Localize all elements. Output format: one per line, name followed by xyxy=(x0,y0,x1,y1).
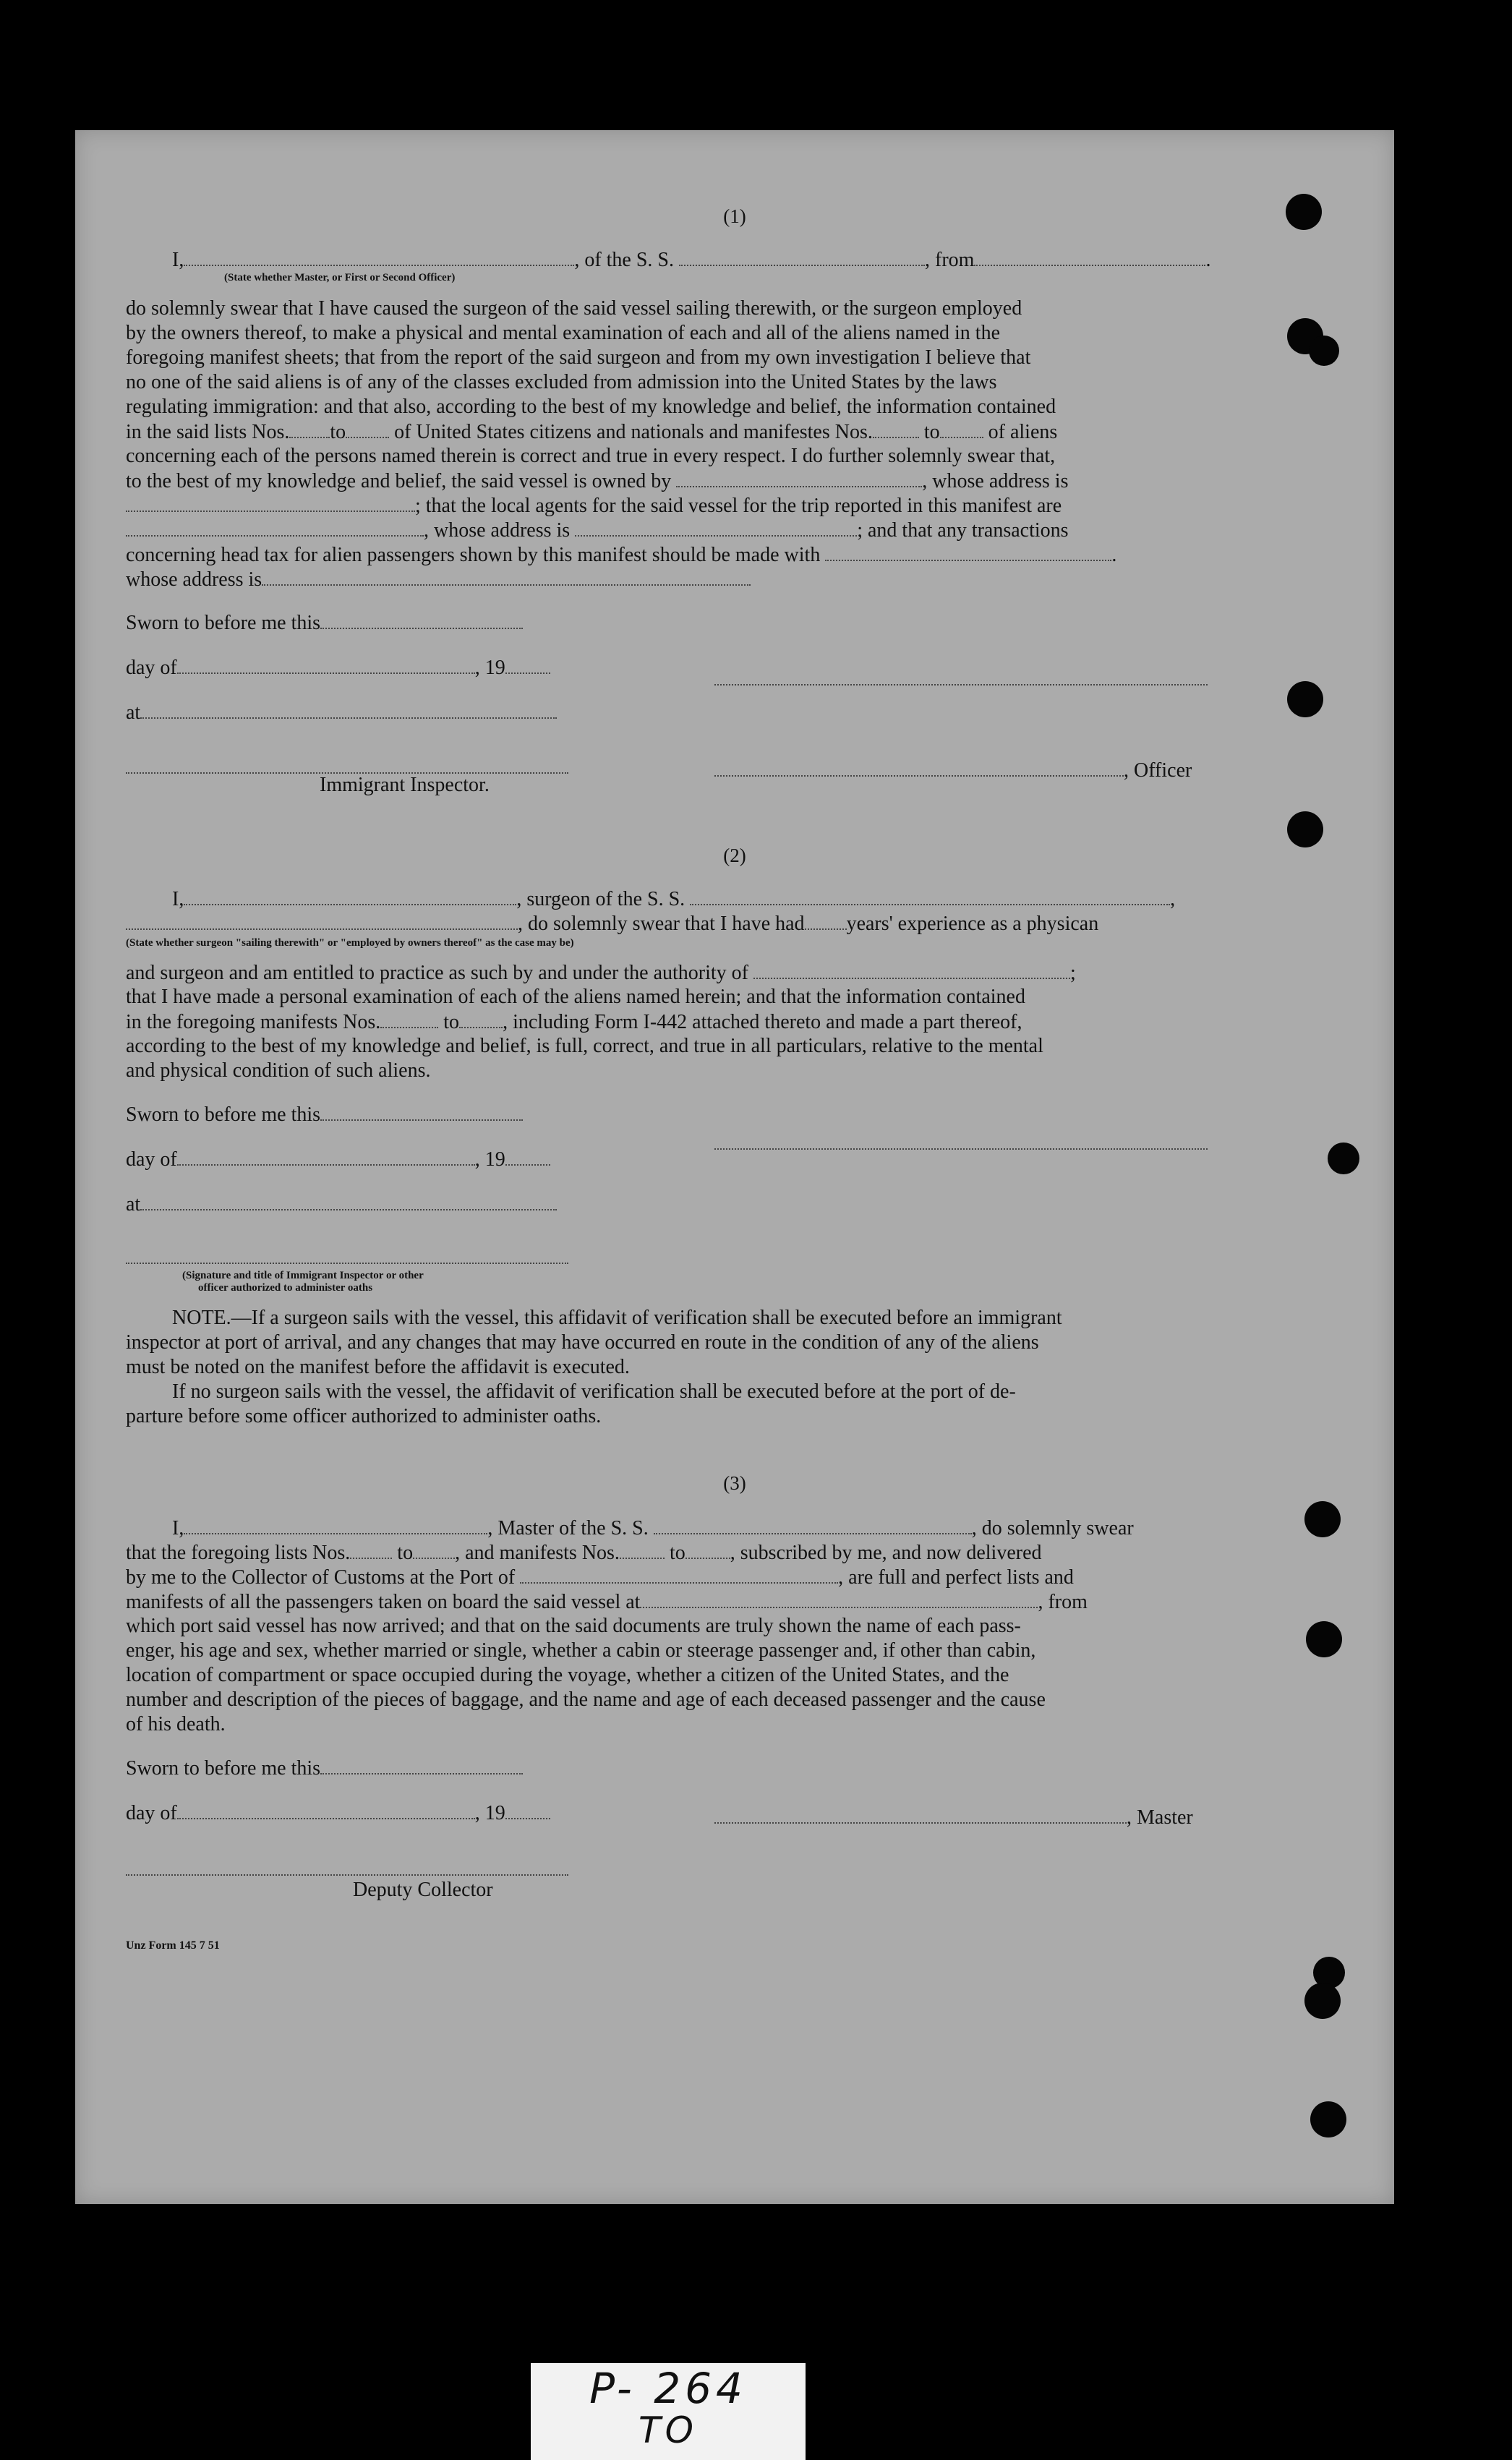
s1-sworn: Sworn to before me this xyxy=(126,610,523,636)
handwritten-page-tag xyxy=(531,2363,806,2460)
s1-line-9: to the best of my knowledge and belief, the said vessel is owned by , whose address is xyxy=(126,470,1069,492)
s3-line-9: of his death. xyxy=(126,1713,226,1735)
s1-line-5: no one of the said aliens is of any of the classes excluded from admission into the United States by the laws xyxy=(126,371,997,393)
s2-line-2: , do solemnly swear that I have had years' experience as a physican xyxy=(126,911,1098,936)
s2-note-4: If no surgeon sails with the vessel, the affidavit of verification shall be executed before at the port of de- xyxy=(172,1380,1016,1403)
binder-hole xyxy=(1304,1501,1341,1537)
s3-line-8: number and description of the pieces of baggage, and the name and age of each deceased passenger and the cause xyxy=(126,1688,1046,1711)
s1-state-note: (State whether Master, or First or Second Officer) xyxy=(224,272,456,283)
s2-note-1: NOTE.—If a surgeon sails with the vessel, this affidavit of verification shall be executed before an immigrant xyxy=(172,1307,1062,1329)
binder-hole xyxy=(1309,336,1339,366)
s1-signature-line-1 xyxy=(714,684,1208,686)
s1-line-2: do solemnly swear that I have caused the surgeon of the said vessel sailing therewith, or the surgeon employed xyxy=(126,297,1022,320)
page-suffix-handwriting: TO xyxy=(638,2409,698,2451)
binder-hole xyxy=(1306,1621,1342,1657)
s2-signature-note-1: (Signature and title of Immigrant Inspector or other xyxy=(182,1270,424,1281)
s2-signature-line xyxy=(714,1148,1208,1150)
binder-hole xyxy=(1287,811,1323,847)
s2-line-5: in the foregoing manifests Nos. to , including Form I-442 attached thereto and made a part thereof, xyxy=(126,1011,1022,1033)
s3-master-line: , Master xyxy=(714,1805,1193,1830)
s3-line-7: location of compartment or space occupied during the voyage, whether a citizen of the United States, and the xyxy=(126,1664,1009,1686)
s2-line-7: and physical condition of such aliens. xyxy=(126,1059,431,1082)
s3-collector-line xyxy=(126,1874,568,1876)
section-1-heading: (1) xyxy=(723,205,746,227)
s3-line-5: which port said vessel has now arrived; and that on the said documents are truly shown the name of each pass- xyxy=(126,1615,1021,1637)
s1-line-11: , whose address is ; and that any transactions xyxy=(126,518,1069,543)
s2-inspector-line xyxy=(126,1263,568,1264)
s3-line-3: by me to the Collector of Customs at the Port of , are full and perfect lists and xyxy=(126,1566,1074,1589)
s3-line-6: enger, his age and sex, whether married or single, whether a cabin or steerage passenger and, if other than cabin, xyxy=(126,1639,1036,1662)
s2-note-5: parture before some officer authorized to administer oaths. xyxy=(126,1405,602,1427)
s1-line-8: concerning each of the persons named therein is correct and true in every respect. I do further solemnly swear that, xyxy=(126,445,1056,467)
s2-day-of: day of , 19 xyxy=(126,1147,550,1172)
s1-line-13: whose address is xyxy=(126,567,751,592)
s1-line-4: foregoing manifest sheets; that from the report of the said surgeon and from my own investigation I believe that xyxy=(126,346,1031,369)
s2-state-note: (State whether surgeon "sailing therewith" or "employed by owners thereof" as the case may be) xyxy=(126,937,574,949)
s3-sworn: Sworn to before me this xyxy=(126,1756,523,1781)
form-page xyxy=(75,130,1394,2204)
s3-line-4: manifests of all the passengers taken on board the said vessel at , from xyxy=(126,1591,1088,1613)
form-number: Unz Form 145 7 51 xyxy=(126,1939,220,1952)
s3-deputy-collector: Deputy Collector xyxy=(353,1879,493,1901)
s3-day-of: day of , 19 xyxy=(126,1801,550,1826)
s1-at: at xyxy=(126,700,557,725)
s1-line-12: concerning head tax for alien passengers shown by this manifest should be made with . xyxy=(126,544,1117,566)
s1-line-6: regulating immigration: and that also, according to the best of my knowledge and belief, the information contained xyxy=(126,396,1056,418)
s1-day-of: day of , 19 xyxy=(126,655,550,680)
s1-line-3: by the owners thereof, to make a physical and mental examination of each and all of the aliens named in the xyxy=(126,322,1001,344)
s2-sworn: Sworn to before me this xyxy=(126,1102,523,1127)
s3-line-1: I, , Master of the S. S. , do solemnly swear xyxy=(172,1517,1134,1539)
binder-hole xyxy=(1304,1983,1341,2019)
binder-hole xyxy=(1287,681,1323,717)
s1-line-10: ; that the local agents for the said vessel for the trip reported in this manifest are xyxy=(126,493,1062,518)
section-2-heading: (2) xyxy=(723,845,746,866)
s2-signature-note-2: officer authorized to administer oaths xyxy=(198,1282,373,1294)
s2-line-3: and surgeon and am entitled to practice as such by and under the authority of ; xyxy=(126,962,1076,984)
s1-immigrant-inspector: Immigrant Inspector. xyxy=(320,774,490,796)
s2-at: at xyxy=(126,1192,557,1217)
page-number-handwriting: P- 264 xyxy=(589,2364,747,2413)
s3-line-2: that the foregoing lists Nos. to , and manifests Nos. to , subscribed by me, and now delivered xyxy=(126,1542,1042,1564)
s2-line-1: I, , surgeon of the S. S. , xyxy=(172,888,1176,910)
s2-line-6: according to the best of my knowledge and belief, is full, correct, and true in all particulars, relative to the mental xyxy=(126,1035,1043,1057)
binder-hole xyxy=(1310,2101,1346,2137)
s2-note-3: must be noted on the manifest before the affidavit is executed. xyxy=(126,1356,630,1378)
s2-line-4: that I have made a personal examination of each of the aliens named herein; and that the information contained xyxy=(126,986,1025,1008)
s1-line-1: I, , of the S. S. , from . xyxy=(172,249,1211,271)
s1-line-7: in the said lists Nos. to of United States citizens and nationals and manifestes Nos. to of aliens xyxy=(126,421,1058,443)
binder-hole xyxy=(1328,1143,1359,1174)
section-3-heading: (3) xyxy=(723,1472,746,1494)
s1-officer-line: , Officer xyxy=(714,758,1192,783)
s2-note-2: inspector at port of arrival, and any changes that may have occurred en route in the condition of any of the aliens xyxy=(126,1331,1039,1354)
